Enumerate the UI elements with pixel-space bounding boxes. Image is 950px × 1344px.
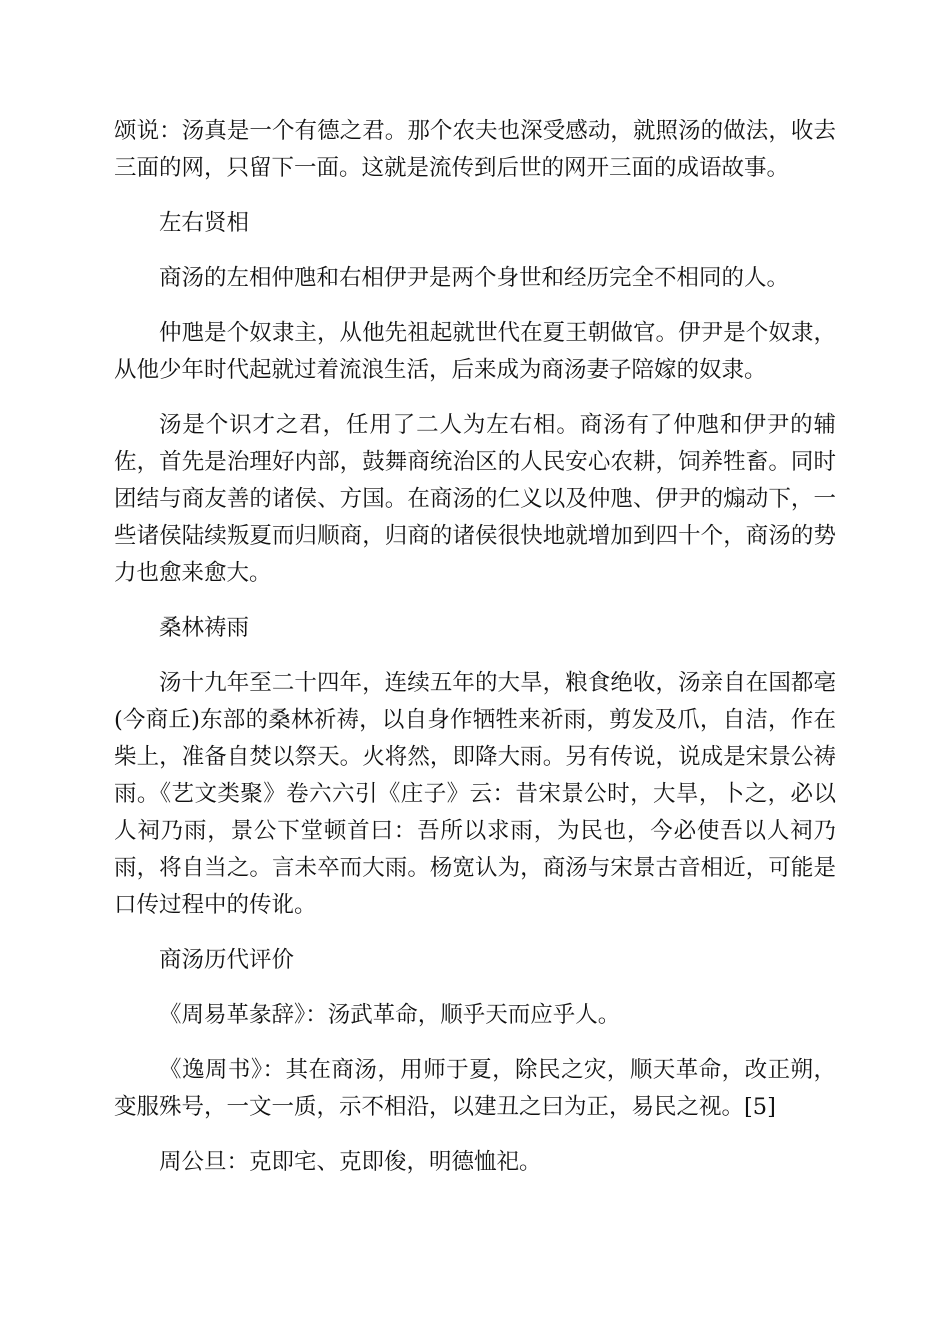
paragraph-rain-prayer: 汤十九年至二十四年，连续五年的大旱，粮食绝收，汤亲自在国都亳(今商丘)东部的桑林祈祷，以自身作牺牲来祈雨，剪发及爪，自洁，作在柴上，准备自焚以祭天。火将然，即降大雨。另有传说，说成是宋景公祷雨。《艺文类聚》卷六六引《庄子》云：昔宋景公时，大旱，卜之，必以人祠乃雨，景公下堂顿首曰：吾所以求雨，为民也，今必使吾以人祠乃雨，将自当之。言未卒而大雨。杨宽认为，商汤与宋景古音相近，可能是口传过程中的传讹。 [114, 670, 836, 918]
paragraph-tang-appoints: 汤是个识才之君，任用了二人为左右相。商汤有了仲虺和伊尹的辅佐，首先是治理好内部，鼓舞商统治区的人民安心农耕，饲养牲畜。同时团结与商友善的诸侯、方国。在商汤的仁义以及仲虺、伊尹的煽动下，一些诸侯陆续叛夏而归顺商，归商的诸侯很快地就增加到四十个，商汤的势力也愈来愈大。 [114, 412, 836, 586]
document-page [114, 113, 836, 1199]
paragraph-yizhoushu-quote: 《逸周书》：其在商汤，用师于夏，除民之灾，顺天革命，改正朔，变服殊号，一文一质，示不相沿，以建丑之曰为正，易民之视。[5] [114, 1057, 836, 1120]
paragraph-duke-of-zhou: 周公旦：克即宅、克即俊，明德恤祀。 [159, 1149, 542, 1175]
paragraph-ministers-intro: 商汤的左相仲虺和右相伊尹是两个身世和经历完全不相同的人。 [159, 265, 790, 291]
paragraph-zhouyi-quote: 《周易革彖辞》：汤武革命，顺乎天而应乎人。 [159, 1002, 621, 1028]
paragraph-net-story-end: 颂说：汤真是一个有德之君。那个农夫也深受感动，就照汤的做法，收去三面的网，只留下一面。这就是流传到后世的网开三面的成语故事。 [114, 118, 836, 181]
section-heading-evaluations: 商汤历代评价 [159, 947, 295, 973]
section-heading-rain-prayer: 桑林祷雨 [159, 615, 250, 641]
paragraph-ministers-backgrounds: 仲虺是个奴隶主，从他先祖起就世代在夏王朝做官。伊尹是个奴隶，从他少年时代起就过着流浪生活，后来成为商汤妻子陪嫁的奴隶。 [114, 320, 836, 383]
section-heading-ministers: 左右贤相 [159, 210, 250, 236]
